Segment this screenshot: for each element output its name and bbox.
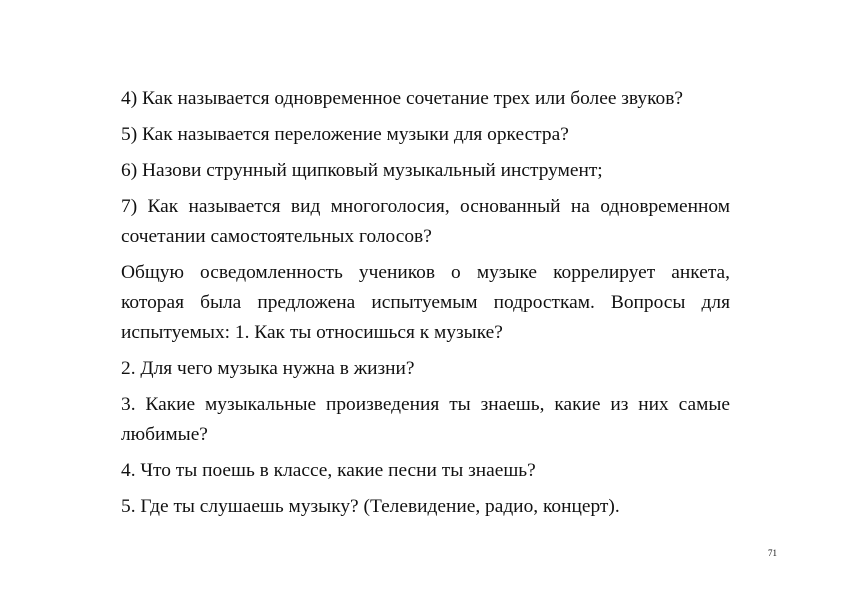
page-number: 71 — [768, 548, 777, 558]
question-7-paragraph: 7) Как называется вид многоголосия, основанный на одновременном сочетании самостоятельных голосов? — [121, 196, 730, 247]
question-4-paragraph: 4) Как называется одновременное сочетание трех или более звуков? — [121, 88, 684, 109]
survey-question-2-paragraph: 2. Для чего музыка нужна в жизни? — [121, 358, 415, 379]
page-body — [121, 84, 730, 528]
question-5-paragraph: 5) Как называется переложение музыки для оркестра? — [121, 124, 569, 145]
survey-question-5-paragraph: 5. Где ты слушаешь музыку? (Телевидение, радио, концерт). — [121, 496, 620, 517]
survey-question-4-paragraph: 4. Что ты поешь в классе, какие песни ты знаешь? — [121, 460, 536, 481]
survey-question-3-paragraph: 3. Какие музыкальные произведения ты знаешь, какие из них самые любимые? — [121, 394, 730, 445]
question-6-paragraph: 6) Назови струнный щипковый музыкальный инструмент; — [121, 160, 603, 181]
survey-intro-paragraph: Общую осведомленность учеников о музыке коррелирует анкета, которая была предложена испытуемым подросткам. Вопросы для испытуемых: 1. Как ты относишься к музыке? — [121, 262, 730, 343]
